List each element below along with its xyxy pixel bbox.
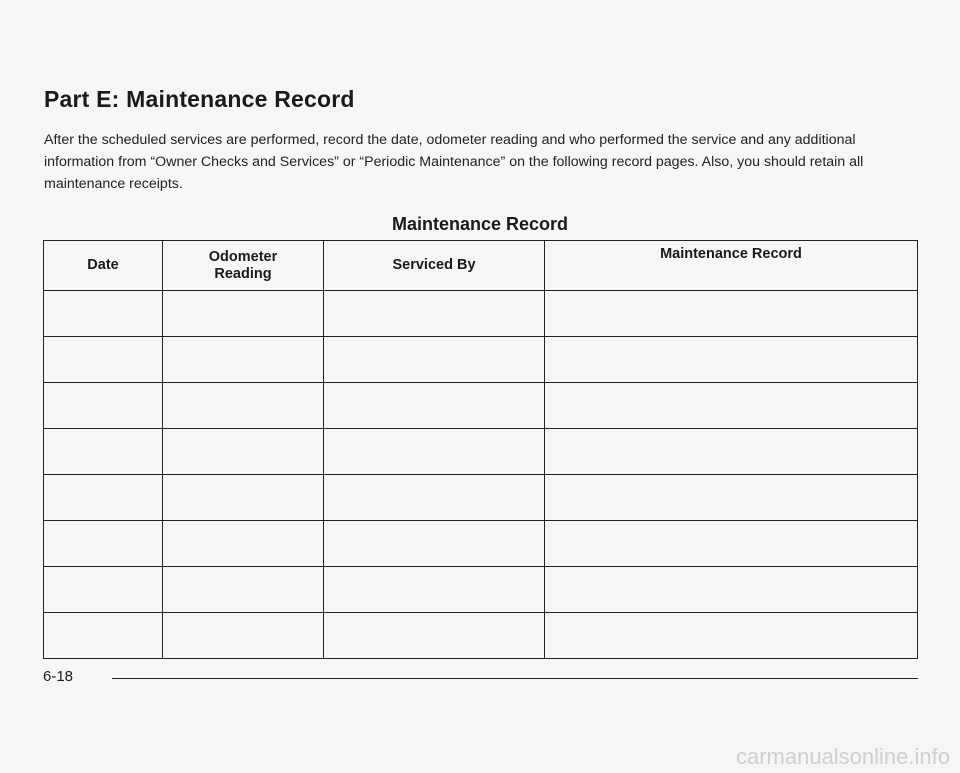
table-title: Maintenance Record (391, 214, 569, 234)
date-cell (44, 475, 163, 521)
odometer-label-line1: Odometer (208, 248, 278, 265)
maintenance-record-cell (545, 567, 918, 613)
page-title: Part E: Maintenance Record (44, 86, 355, 112)
odometer-cell (163, 567, 324, 613)
intro-paragraph: After the scheduled services are performed, record the date, odometer reading and who performed the service and any additional information from “Owner Checks and Services” or “Periodic Maintenance” on the following record pages. Also, you should retain all maintenance receipts. (44, 132, 864, 192)
odometer-cell (163, 475, 324, 521)
column-header-date: Date (44, 241, 163, 291)
footer-rule (112, 678, 918, 679)
column-header-odometer-reading (163, 241, 324, 291)
odometer-cell (163, 291, 324, 337)
odometer-cell (163, 383, 324, 429)
serviced-by-cell (324, 567, 545, 613)
serviced-by-cell (324, 337, 545, 383)
table-row (44, 475, 918, 521)
table-row (44, 337, 918, 383)
watermark: carmanualsonline.info (735, 744, 950, 769)
table-row (44, 613, 918, 659)
serviced-by-cell (324, 475, 545, 521)
maintenance-record-cell (545, 291, 918, 337)
table-header-row (44, 241, 918, 291)
odometer-cell (163, 521, 324, 567)
maintenance-record-cell (545, 613, 918, 659)
date-cell (44, 521, 163, 567)
odometer-label-line2: Reading (214, 265, 272, 282)
odometer-cell (163, 429, 324, 475)
maintenance-record-cell (545, 383, 918, 429)
table-row (44, 521, 918, 567)
date-cell (44, 383, 163, 429)
date-cell (44, 429, 163, 475)
date-cell (44, 337, 163, 383)
serviced-by-cell (324, 429, 545, 475)
date-cell (44, 567, 163, 613)
column-header-serviced-by: Serviced By (324, 241, 545, 291)
serviced-by-cell (324, 383, 545, 429)
table-row (44, 567, 918, 613)
date-cell (44, 613, 163, 659)
table-row (44, 429, 918, 475)
serviced-by-cell (324, 613, 545, 659)
maintenance-record-cell (545, 429, 918, 475)
maintenance-record-cell (545, 475, 918, 521)
maintenance-record-cell (545, 521, 918, 567)
odometer-cell (163, 613, 324, 659)
serviced-by-cell (324, 291, 545, 337)
maintenance-record-table (43, 240, 918, 659)
serviced-by-cell (324, 521, 545, 567)
column-header-maintenance-record: Maintenance Record (545, 241, 918, 291)
table-row (44, 383, 918, 429)
page-number: 6-18 (43, 668, 74, 685)
date-cell (44, 291, 163, 337)
table-row (44, 291, 918, 337)
maintenance-record-cell (545, 337, 918, 383)
odometer-cell (163, 337, 324, 383)
